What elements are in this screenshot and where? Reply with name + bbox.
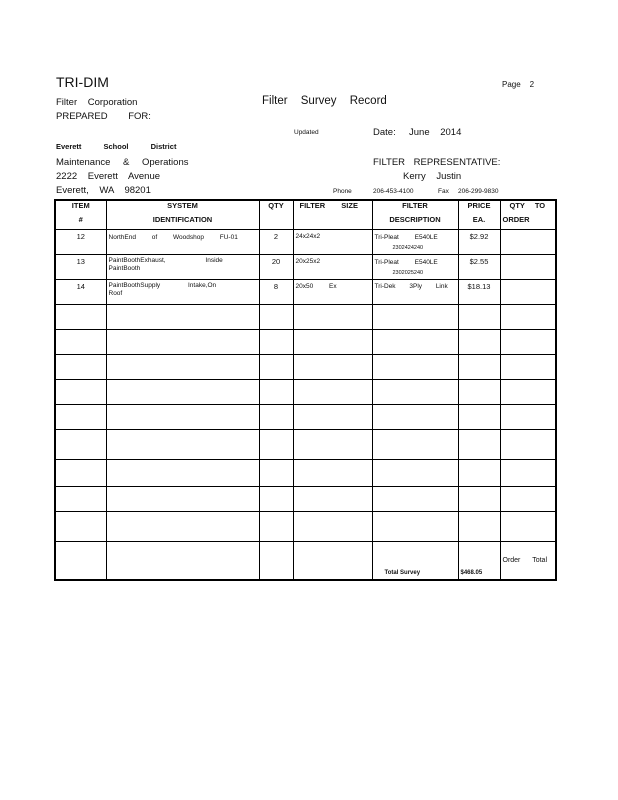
- phone-value: 206-453-4100: [373, 188, 414, 195]
- total-row: [55, 542, 556, 580]
- prepared-for: PREPARED FOR:: [56, 111, 151, 122]
- col-qty: [259, 200, 293, 230]
- fax-label: Fax: [438, 188, 449, 195]
- row-order: [500, 255, 556, 280]
- table-row-empty: [55, 380, 556, 405]
- row-desc-text: Tri-Pleat E540LE: [374, 234, 438, 241]
- col-price-label: PRICE: [467, 201, 491, 210]
- phone-label: Phone: [333, 188, 352, 195]
- col-price: [458, 200, 500, 230]
- row-size: 20x50 Ex: [293, 280, 372, 305]
- customer-dept: Maintenance & Operations: [56, 157, 189, 168]
- row-system-text: PaintBoothExhaust, Inside: [108, 257, 223, 264]
- table-row-empty: [55, 305, 556, 330]
- row-desc-text: Tri-Pleat E540LE: [374, 259, 438, 266]
- table-row: [55, 230, 556, 255]
- table-row-empty: [55, 512, 556, 542]
- table-row-empty: [55, 487, 556, 512]
- row-system: [106, 255, 259, 280]
- updated-label: Updated: [294, 129, 319, 136]
- date-label: Date:: [373, 127, 396, 138]
- rep-name: Kerry Justin: [403, 171, 462, 182]
- date-value: June 2014: [409, 127, 462, 138]
- col-filter-label: FILTER: [299, 201, 326, 210]
- form-title: Filter Survey Record: [262, 95, 387, 107]
- row-desc-code: 2302025240: [392, 270, 424, 276]
- row-desc: [372, 230, 458, 255]
- col-order-label2: ORDER: [502, 215, 530, 224]
- row-system-text2: Roof: [108, 290, 123, 297]
- row-size: 20x25x2: [293, 255, 372, 280]
- row-system: [106, 280, 259, 305]
- table-row: [55, 255, 556, 280]
- customer-name: Everett School District: [56, 142, 177, 151]
- table-row-empty: [55, 460, 556, 487]
- row-order: [500, 280, 556, 305]
- page-label-text: Page: [502, 80, 521, 89]
- order-total-label: Order Total: [500, 542, 556, 580]
- row-desc-code: 2302424240: [392, 245, 424, 251]
- row-system-text: NorthEnd of Woodshop FU-01: [108, 234, 238, 241]
- col-size-label: SIZE: [341, 201, 358, 210]
- customer-city: Everett, WA 98201: [56, 185, 151, 196]
- fax-value: 206-299-9830: [458, 188, 499, 195]
- col-item: [55, 200, 106, 230]
- row-size: 24x24x2: [293, 230, 372, 255]
- page-number: 2: [529, 80, 535, 89]
- col-size: [293, 200, 372, 230]
- col-system: [106, 200, 259, 230]
- row-item: 14: [55, 280, 106, 305]
- rep-label: FILTER REPRESENTATIVE:: [373, 157, 501, 168]
- company-name: TRI-DIM: [56, 74, 109, 90]
- row-qty: 8: [259, 280, 293, 305]
- col-desc-label2: DESCRIPTION: [389, 215, 441, 224]
- row-item: 13: [55, 255, 106, 280]
- customer-street: 2222 Everett Avenue: [56, 171, 161, 182]
- table-row: [55, 280, 556, 305]
- total-survey-label: Total Survey: [372, 542, 458, 580]
- row-qty: 2: [259, 230, 293, 255]
- col-qty-label: QTY: [268, 201, 284, 210]
- row-price: $2.55: [458, 255, 500, 280]
- table-row-empty: [55, 430, 556, 460]
- row-system-text2: PaintBooth: [108, 265, 141, 272]
- col-item-label: ITEM: [71, 201, 90, 210]
- col-system-label: SYSTEM: [167, 201, 198, 210]
- table-row-empty: [55, 355, 556, 380]
- table-row-empty: [55, 330, 556, 355]
- row-qty: 20: [259, 255, 293, 280]
- survey-table: [54, 199, 557, 581]
- row-price: $2.92: [458, 230, 500, 255]
- page-label: [502, 80, 534, 89]
- row-desc: Tri-Dek 3Ply Link: [372, 280, 458, 305]
- col-price-label2: EA.: [472, 215, 486, 224]
- row-order: [500, 230, 556, 255]
- row-item: 12: [55, 230, 106, 255]
- row-system: [106, 230, 259, 255]
- col-item-label2: #: [78, 215, 83, 224]
- header-row: [55, 200, 556, 230]
- total-survey-value: $468.05: [458, 542, 500, 580]
- col-desc-label: FILTER: [402, 201, 428, 210]
- col-order-label: QTY TO: [509, 201, 546, 210]
- col-system-label2: IDENTIFICATION: [152, 215, 213, 224]
- col-order: [500, 200, 556, 230]
- row-desc: [372, 255, 458, 280]
- table-row-empty: [55, 405, 556, 430]
- row-system-text: PaintBoothSupply Intake,On: [108, 282, 217, 289]
- col-desc: [372, 200, 458, 230]
- corporation: Filter Corporation: [56, 97, 138, 108]
- row-price: $18.13: [458, 280, 500, 305]
